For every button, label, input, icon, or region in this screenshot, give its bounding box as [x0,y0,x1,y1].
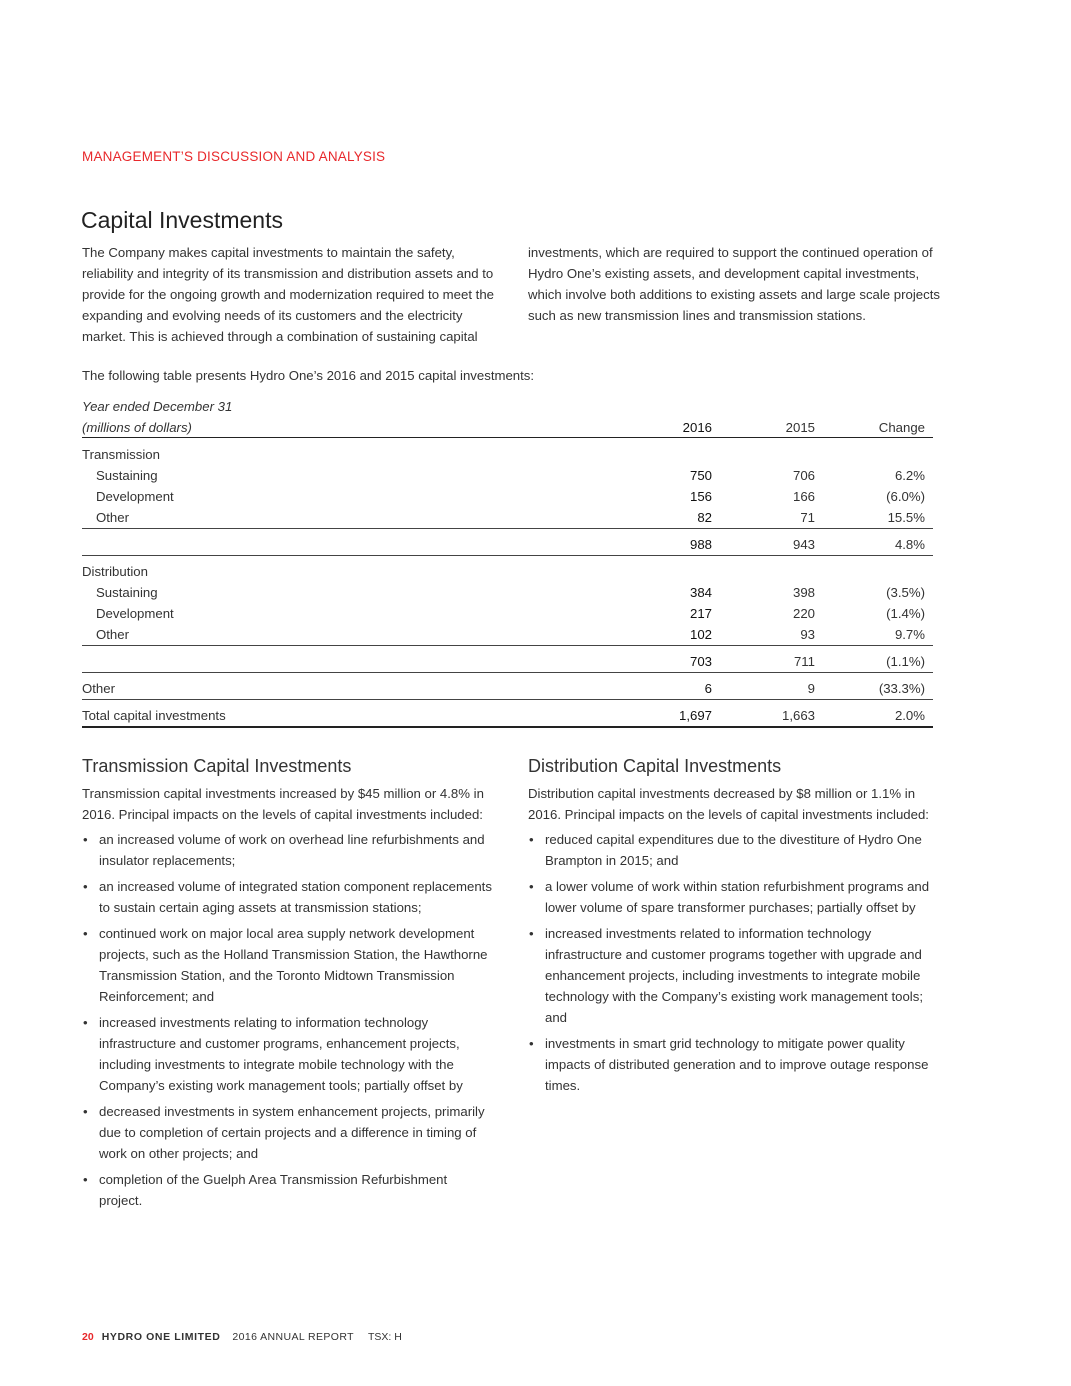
row-label: Other [96,510,129,525]
bullet-icon: • [83,879,88,894]
transmission-heading: Transmission Capital Investments [82,756,352,776]
capital-investments-table [82,396,933,728]
distribution-intro: Distribution capital investments decreased by $8 million or 1.1% in 2016. Principal impacts on the levels of capital investments included: [528,786,929,822]
bullet-icon: • [529,926,534,941]
value-2015: 706 [792,468,815,483]
value-2016: 156 [689,489,712,504]
header-change: Change [878,420,925,435]
value-change: 6.2% [894,468,925,483]
row-label: Transmission [82,447,160,462]
value-change: (33.3%) [878,681,925,696]
list-item-text: increased investments related to information technology infrastructure and customer programs together with upgrade and enhancement projects, including investments to integrate mobile technology with the Company’s existing work management tools; and [545,926,923,1025]
table-row [82,486,933,507]
value-change: 4.8% [894,537,925,552]
list-item-text: completion of the Guelph Area Transmission Refurbishment project. [99,1172,448,1208]
value-2016: 6 [704,681,712,696]
list-item-text: an increased volume of integrated station component replacements to sustain certain aging assets at transmission stations; [99,879,492,915]
transmission-section [82,756,494,1216]
value-2015: 1,663 [781,708,815,723]
table-row-distribution-subtotal [82,651,933,673]
list-item-text: reduced capital expenditures due to the divestiture of Hydro One Brampton in 2015; and [545,832,922,868]
row-label: Other [82,681,115,696]
transmission-intro: Transmission capital investments increased by $45 million or 4.8% in 2016. Principal impacts on the levels of capital investments included: [82,786,484,822]
value-2016: 82 [697,510,712,525]
list-item-text: increased investments relating to information technology infrastructure and customer programs, enhancement projects, including investments to integrate mobile technology with the Company’s existing work management tools; partially offset by [99,1015,463,1093]
list-item [528,829,940,871]
value-2016: 988 [689,537,712,552]
footer-company: HYDRO ONE LIMITED [101,1331,221,1343]
row-label: Other [96,627,129,642]
intro-paragraph-right: investments, which are required to support the continued operation of Hydro One’s existing assets, and development capital investments, which involve both additions to existing assets and large scale projects such as new transmission lines and transmission stations. [528,245,940,323]
transmission-bullet-list [82,829,494,1211]
list-item [82,1012,494,1096]
list-item-text: decreased investments in system enhancement projects, primarily due to completion of certain projects and a difference in timing of work on other projects; and [99,1104,485,1161]
header-2015: 2015 [785,420,815,435]
row-label: Total capital investments [82,708,226,723]
value-2015: 9 [807,681,815,696]
bullet-icon: • [83,1172,88,1187]
distribution-heading: Distribution Capital Investments [528,756,782,776]
value-2016: 1,697 [678,708,712,723]
list-item [528,1033,940,1096]
list-item [82,829,494,871]
value-2015: 220 [792,606,815,621]
value-2015: 398 [792,585,815,600]
bullet-icon: • [83,1015,88,1030]
value-change: (1.1%) [886,654,925,669]
value-2016: 384 [689,585,712,600]
page-number: 20 [82,1331,94,1343]
table-row-transmission-subtotal [82,534,933,556]
table-header-row [82,417,933,438]
list-item [82,876,494,918]
bullet-icon: • [83,832,88,847]
value-change: 15.5% [887,510,925,525]
row-label: Distribution [82,564,148,579]
page-footer [82,1331,402,1343]
value-2015: 711 [793,654,815,669]
table-row-distribution-heading [82,561,933,582]
row-label: Sustaining [96,585,158,600]
table-caption: Year ended December 31 [82,399,233,414]
table-row [82,507,933,529]
bullet-icon: • [83,1104,88,1119]
list-item-text: investments in smart grid technology to mitigate power quality impacts of distributed generation and to improve outage response times. [545,1036,929,1093]
table-row-transmission-heading [82,444,933,465]
value-change: (3.5%) [886,585,925,600]
value-2015: 166 [792,489,815,504]
value-2016: 217 [689,606,712,621]
value-2015: 93 [800,627,815,642]
value-change: 2.0% [894,708,925,723]
section-label: MANAGEMENT’S DISCUSSION AND ANALYSIS [82,149,386,164]
page-title: Capital Investments [81,207,283,233]
value-change: (1.4%) [886,606,925,621]
value-change: 9.7% [894,627,925,642]
bullet-icon: • [529,1036,534,1051]
footer-report: 2016 ANNUAL REPORT [232,1331,354,1343]
row-label: Development [96,489,174,504]
list-item-text: a lower volume of work within station refurbishment programs and lower volume of spare transformer purchases; partially offset by [545,879,930,915]
table-row [82,582,933,603]
table-intro: The following table presents Hydro One’s 2016 and 2015 capital investments: [82,368,535,383]
value-2015: 71 [800,510,815,525]
list-item [82,1101,494,1164]
table-row [82,624,933,646]
list-item-text: an increased volume of work on overhead line refurbishments and insulator replacements; [99,832,485,868]
list-item [528,876,940,918]
bullet-icon: • [529,832,534,847]
row-label: Development [96,606,174,621]
bullet-icon: • [83,926,88,941]
table-row [82,603,933,624]
units-label: (millions of dollars) [82,420,192,435]
intro-paragraph-left: The Company makes capital investments to maintain the safety, reliability and integrity of its transmission and distribution assets and to provide for the ongoing growth and modernization required to meet the expanding and evolving needs of its customers and the electricity market. This is achieved through a combination of sustaining capital [82,245,494,344]
list-item [82,923,494,1007]
value-2015: 943 [792,537,815,552]
footer-ticker: TSX: H [367,1331,402,1343]
value-2016: 102 [689,627,712,642]
list-item [82,1169,494,1211]
header-2016: 2016 [682,420,712,435]
bullet-icon: • [529,879,534,894]
list-item-text: continued work on major local area supply network development projects, such as the Holland Transmission Station, the Hawthorne Transmission Station, and the Toronto Midtown Transmission Reinforcement; and [99,926,488,1004]
table-row-total [82,705,933,728]
row-label: Sustaining [96,468,158,483]
table-row [82,465,933,486]
distribution-section [528,756,940,1101]
value-change: (6.0%) [886,489,925,504]
distribution-bullet-list [528,829,940,1096]
value-2016: 703 [689,654,712,669]
list-item [528,923,940,1028]
value-2016: 750 [689,468,712,483]
table-row-other [82,678,933,700]
